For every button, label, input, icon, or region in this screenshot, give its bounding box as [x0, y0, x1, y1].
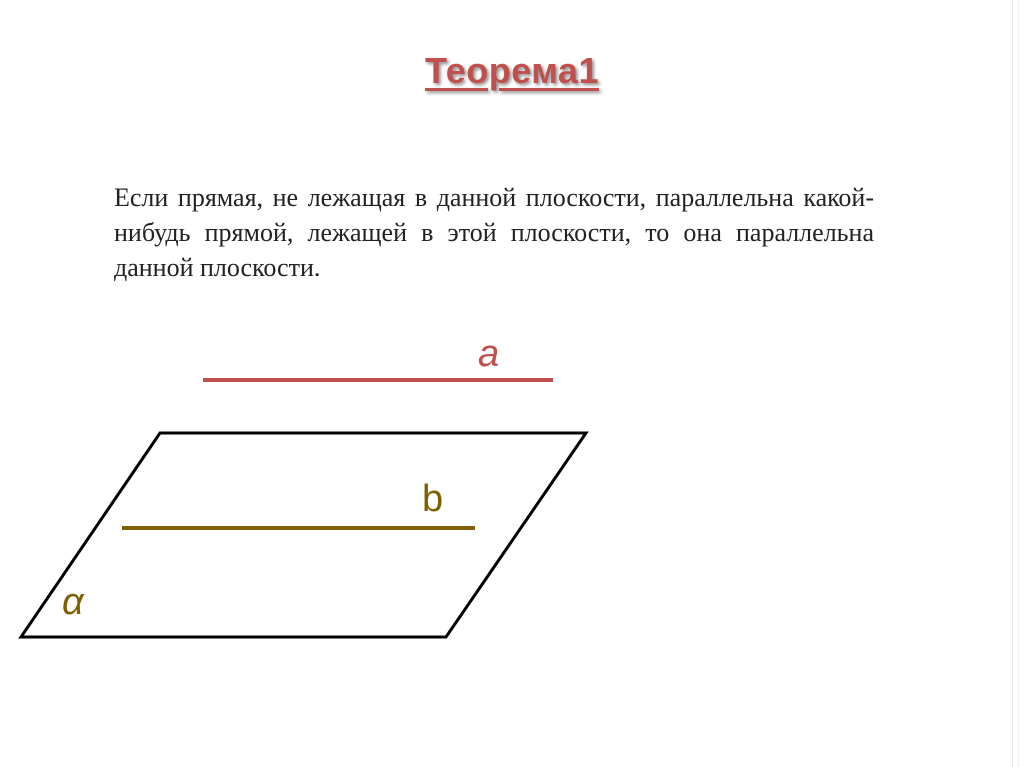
- plane-alpha-label: α: [62, 581, 84, 623]
- slide-title: Теорема1: [425, 50, 599, 91]
- plane-alpha: [21, 433, 586, 637]
- line-b-label: b: [422, 478, 444, 520]
- line-a-label: a: [478, 333, 500, 375]
- theorem-statement: Если прямая, не лежащая в данной плоскости, параллельна какой-нибудь прямой, лежащей в этой плоскости, то она параллельна данной плоскости.: [114, 183, 874, 282]
